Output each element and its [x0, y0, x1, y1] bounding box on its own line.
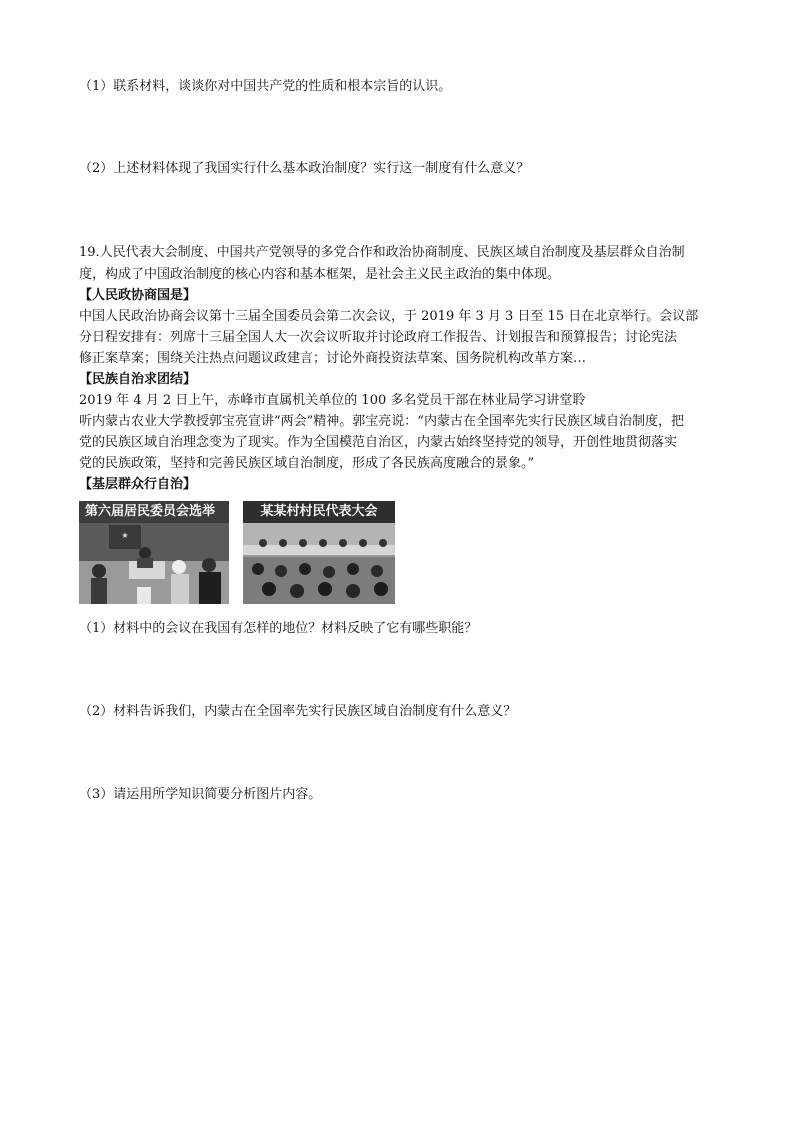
photo2-banner: 某某村村民代表大会: [243, 501, 395, 523]
cppcc-text-line3: 修正案草案；围绕关注热点问题议政建言；讨论外商投资法草案、国务院机构改革方案…: [79, 351, 587, 366]
question-19-sub3: （3）请运用所学知识简要分析图片内容。: [79, 787, 322, 802]
photo-residents-committee-election: [79, 501, 229, 604]
question-18-sub2: （2）上述材料体现了我国实行什么基本政治制度？实行这一制度有什么意义？: [79, 161, 530, 176]
question-19-sub1: （1）材料中的会议在我国有怎样的地位？材料反映了它有哪些职能？: [79, 621, 478, 636]
svg-text:★: ★: [121, 531, 129, 540]
ethnic-autonomy-text-line2: 听内蒙古农业大学教授郭宝亮宣讲“两会”精神。郭宝亮说：“内蒙古在全国率先实行民族区域自治制度，把: [79, 414, 684, 429]
question-19-intro-line2: 度，构成了中国政治制度的核心内容和基本框架，是社会主义民主政治的集中体现。: [79, 267, 561, 282]
ethnic-autonomy-text-line4: 党的民族政策，坚持和完善民族区域自治制度，形成了各民族高度融合的景象。”: [79, 456, 535, 471]
cppcc-text-line2: 分日程安排有：列席十三届全国人大一次会议听取并讨论政府工作报告、计划报告和预算报告；讨论宪法: [79, 330, 678, 345]
question-19-intro-line1: 19.人民代表大会制度、中国共产党领导的多党合作和政治协商制度、民族区域自治制度及基层群众自治制: [79, 245, 685, 260]
ethnic-autonomy-text-line3: 党的民族区域自治理念变为了现实。作为全国模范自治区，内蒙古始终坚持党的领导，开创性地贯彻落实: [79, 435, 678, 450]
question-19-sub2: （2）材料告诉我们，内蒙古在全国率先实行民族区域自治制度有什么意义？: [79, 704, 517, 719]
section-heading-grassroots: 【基层群众行自治】: [79, 477, 197, 492]
section-heading-ethnic-autonomy: 【民族自治求团结】: [79, 372, 197, 387]
photo1-banner: 第六届居民委员会选举: [79, 501, 229, 523]
question-18-sub1: （1）联系材料，谈谈你对中国共产党的性质和根本宗旨的认识。: [79, 79, 452, 94]
cppcc-text-line1: 中国人民政治协商会议第十三届全国委员会第二次会议，于 2019 年 3 月 3 日至 15 日在北京举行。会议部: [79, 309, 699, 324]
section-heading-cppcc: 【人民政协商国是】: [79, 288, 197, 303]
ethnic-autonomy-text-line1: 2019 年 4 月 2 日上午，赤峰市直属机关单位的 100 多名党员干部在林业局学习讲堂聆: [79, 393, 586, 408]
photo-village-representatives-meeting: [243, 501, 395, 604]
